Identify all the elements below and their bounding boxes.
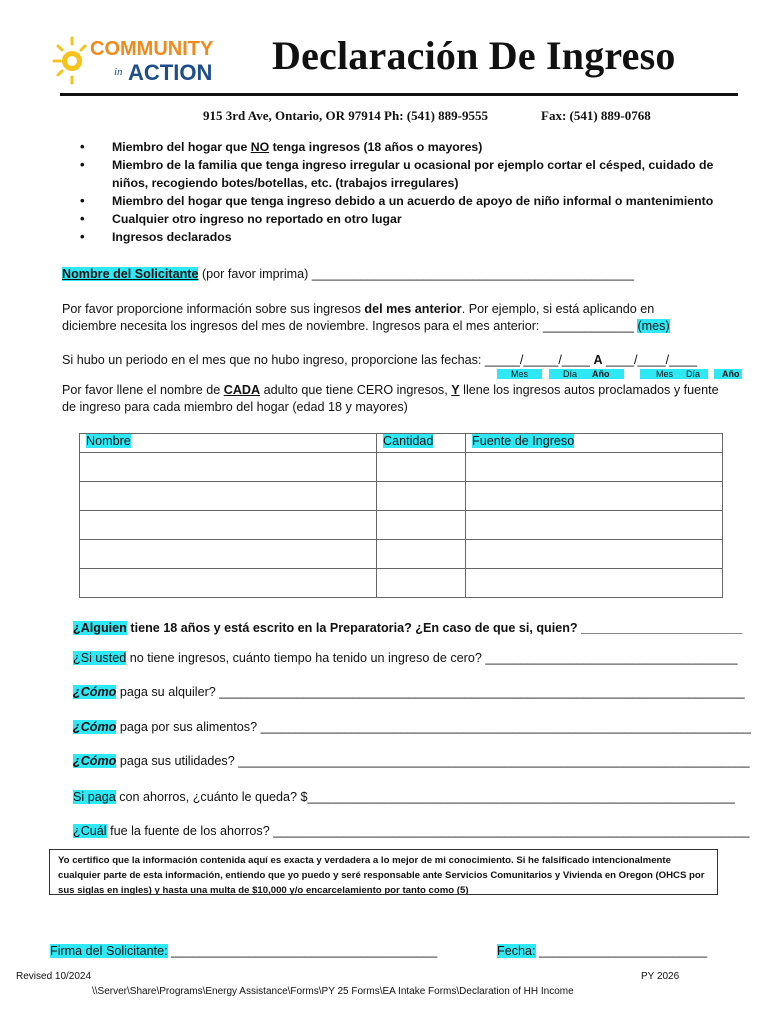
day-label: Día xyxy=(678,369,708,379)
source-cell[interactable] xyxy=(466,569,723,598)
file-path: \\Server\Share\Programs\Energy Assistance\Forms\PY 25 Forms\EA Intake Forms\Declaration of HH Income xyxy=(92,986,574,997)
name-cell[interactable] xyxy=(80,569,377,598)
table-row xyxy=(80,540,723,569)
question-utilities[interactable]: ¿Cómo paga sus utilidades? _________________________________________________________________________ xyxy=(73,754,750,768)
source-cell[interactable] xyxy=(466,453,723,482)
column-header-source: Fuente de Ingreso xyxy=(466,434,723,453)
table-row xyxy=(80,453,723,482)
month-label: Mes xyxy=(640,369,681,379)
column-header-amount: Cantidad xyxy=(377,434,466,453)
page-title: Declaración De Ingreso xyxy=(272,33,676,78)
sun-icon xyxy=(52,33,252,88)
program-year: PY 2026 xyxy=(641,971,680,982)
header-divider xyxy=(60,93,738,96)
fax: Fax: (541) 889-0768 xyxy=(541,108,651,123)
list-item: • Miembro del hogar que NO tenga ingresos (18 años o mayores) xyxy=(80,138,745,156)
no-income-period[interactable]: Si hubo un periodo en el mes que no hubo ingreso, proporcione las fechas: _____/_____/____ A ____/____/____ xyxy=(62,353,698,367)
year-label: Año xyxy=(714,369,742,379)
table-row xyxy=(80,511,723,540)
revision-date: Revised 10/2024 xyxy=(16,971,92,982)
source-cell[interactable] xyxy=(466,482,723,511)
question-zero-income[interactable]: ¿Si usted no tiene ingresos, cuánto tiempo ha tenido un ingreso de cero? ____________________________________ xyxy=(73,651,738,665)
column-header-name: Nombre xyxy=(80,434,377,453)
source-cell[interactable] xyxy=(466,540,723,569)
date-field[interactable]: Fecha: ________________________ xyxy=(497,944,708,958)
name-cell[interactable] xyxy=(80,453,377,482)
year-label: Año xyxy=(584,369,624,379)
question-rent[interactable]: ¿Cómo paga su alquiler? ___________________________________________________________________________ xyxy=(73,685,745,699)
applicant-name-field[interactable] xyxy=(62,266,634,283)
community-in-action-logo xyxy=(52,33,252,88)
certification-statement: Yo certifico que la información contenida aquí es exacta y verdadera a lo mejor de mi conocimiento. Si he falsificado intencionalmente cualquier parte de esta información, entiendo que yo puedo y seré responsable ante Servicios Comunitarios y Vivienda en Oregon (OHCS por sus siglas en ingles) y hasta una multa de $10,000 y/o encarcelamiento por tanto como (5) xyxy=(49,849,718,895)
signature-field[interactable]: Firma del Solicitante: ______________________________________ xyxy=(50,944,438,958)
month-label: Mes xyxy=(497,369,542,379)
day-label: Día xyxy=(549,369,591,379)
logo-in: in xyxy=(114,66,123,78)
applicant-label: Nombre del Solicitante xyxy=(62,267,199,281)
name-cell[interactable] xyxy=(80,511,377,540)
name-cell[interactable] xyxy=(80,540,377,569)
table-row xyxy=(80,569,723,598)
name-cell[interactable] xyxy=(80,482,377,511)
list-item: • Miembro del hogar que tenga ingreso debido a un acuerdo de apoyo de niño informal o mantenimiento xyxy=(80,192,745,210)
fill-instructions: Por favor llene el nombre de CADA adulto que tiene CERO ingresos, Y llene los ingresos autos proclamados y fuente de ingreso para cada miembro del hogar (edad 18 y mayores) xyxy=(62,383,719,414)
logo-line1: COMMUNITY xyxy=(90,38,214,60)
question-student[interactable]: ¿Alguien tiene 18 años y está escrito en la Preparatoria? ¿En caso de que si, quien? _______________________ xyxy=(73,621,743,635)
previous-month-instructions: Por favor proporcione información sobre sus ingresos del mes anterior. Por ejemplo, si está aplicando en diciembre necesita los ingresos del mes de noviembre. Ingresos para el mes anterior: _____________ (mes) xyxy=(62,302,670,333)
question-savings-left[interactable]: Si paga con ahorros, ¿cuánto le queda? $_____________________________________________________________ xyxy=(73,790,735,804)
applicant-hint: (por favor imprima) ______________________________________________ xyxy=(198,267,635,281)
amount-cell[interactable] xyxy=(377,569,466,598)
table-header-row xyxy=(80,434,723,453)
income-types-list xyxy=(80,138,745,246)
amount-cell[interactable] xyxy=(377,540,466,569)
question-food[interactable]: ¿Cómo paga por sus alimentos? ______________________________________________________________________ xyxy=(73,720,751,734)
question-savings-source[interactable]: ¿Cuál fue la fuente de los ahorros? ____________________________________________________________________ xyxy=(73,824,750,838)
address: 915 3rd Ave, Ontario, OR 97914 Ph: (541) 889-9555 xyxy=(203,108,489,123)
amount-cell[interactable] xyxy=(377,482,466,511)
logo-line2: ACTION xyxy=(128,60,213,85)
table-row xyxy=(80,482,723,511)
list-item: • Miembro de la familia que tenga ingreso irregular u ocasional por ejemplo cortar el césped, cuidado de niños, recogiendo botes/botellas, etc. (trabajos irregulares) xyxy=(80,156,745,192)
amount-cell[interactable] xyxy=(377,453,466,482)
source-cell[interactable] xyxy=(466,511,723,540)
amount-cell[interactable] xyxy=(377,511,466,540)
list-item: • Ingresos declarados xyxy=(80,228,745,246)
list-item: • Cualquier otro ingreso no reportado en otro lugar xyxy=(80,210,745,228)
income-table xyxy=(79,433,723,598)
